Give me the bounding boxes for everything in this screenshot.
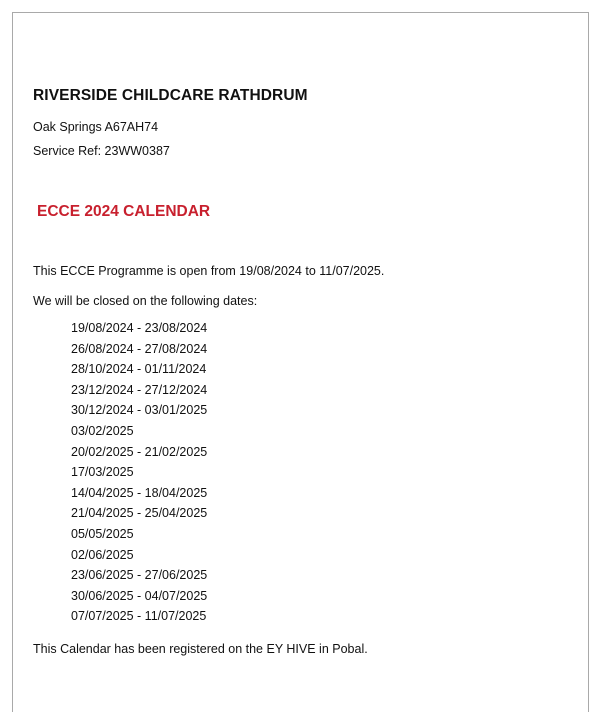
closed-date-item: 03/02/2025 bbox=[71, 423, 134, 438]
closed-date-item: 21/04/2025 - 25/04/2025 bbox=[71, 506, 208, 521]
closed-date-item: 23/06/2025 - 27/06/2025 bbox=[71, 568, 208, 583]
service-reference: Service Ref: 23WW0387 bbox=[33, 144, 170, 158]
closed-date-item: 20/02/2025 - 21/02/2025 bbox=[71, 444, 208, 459]
calendar-title: ECCE 2024 CALENDAR bbox=[37, 203, 211, 220]
closed-date-item: 02/06/2025 bbox=[71, 547, 134, 562]
programme-open-statement: This ECCE Programme is open from 19/08/2024 to 11/07/2025. bbox=[33, 264, 385, 278]
closed-date-item: 19/08/2024 - 23/08/2024 bbox=[71, 321, 208, 335]
closed-date-item: 26/08/2024 - 27/08/2024 bbox=[71, 341, 208, 356]
closed-date-item: 30/06/2025 - 04/07/2025 bbox=[71, 588, 208, 603]
closed-dates-list bbox=[71, 321, 207, 630]
service-name-heading: RIVERSIDE CHILDCARE RATHDRUM bbox=[33, 87, 308, 104]
closed-date-item: 30/12/2024 - 03/01/2025 bbox=[71, 403, 208, 418]
closed-date-item: 05/05/2025 bbox=[71, 526, 134, 541]
closed-dates-intro: We will be closed on the following dates: bbox=[33, 294, 258, 308]
closed-date-item: 07/07/2025 - 11/07/2025 bbox=[71, 609, 207, 624]
closed-date-item: 28/10/2024 - 01/11/2024 bbox=[71, 362, 207, 377]
registration-note: This Calendar has been registered on the EY HIVE in Pobal. bbox=[33, 642, 368, 656]
service-address: Oak Springs A67AH74 bbox=[33, 120, 159, 134]
document-page bbox=[12, 12, 589, 712]
closed-date-item: 14/04/2025 - 18/04/2025 bbox=[71, 485, 208, 500]
closed-date-item: 23/12/2024 - 27/12/2024 bbox=[71, 382, 208, 397]
closed-date-item: 17/03/2025 bbox=[71, 465, 134, 480]
